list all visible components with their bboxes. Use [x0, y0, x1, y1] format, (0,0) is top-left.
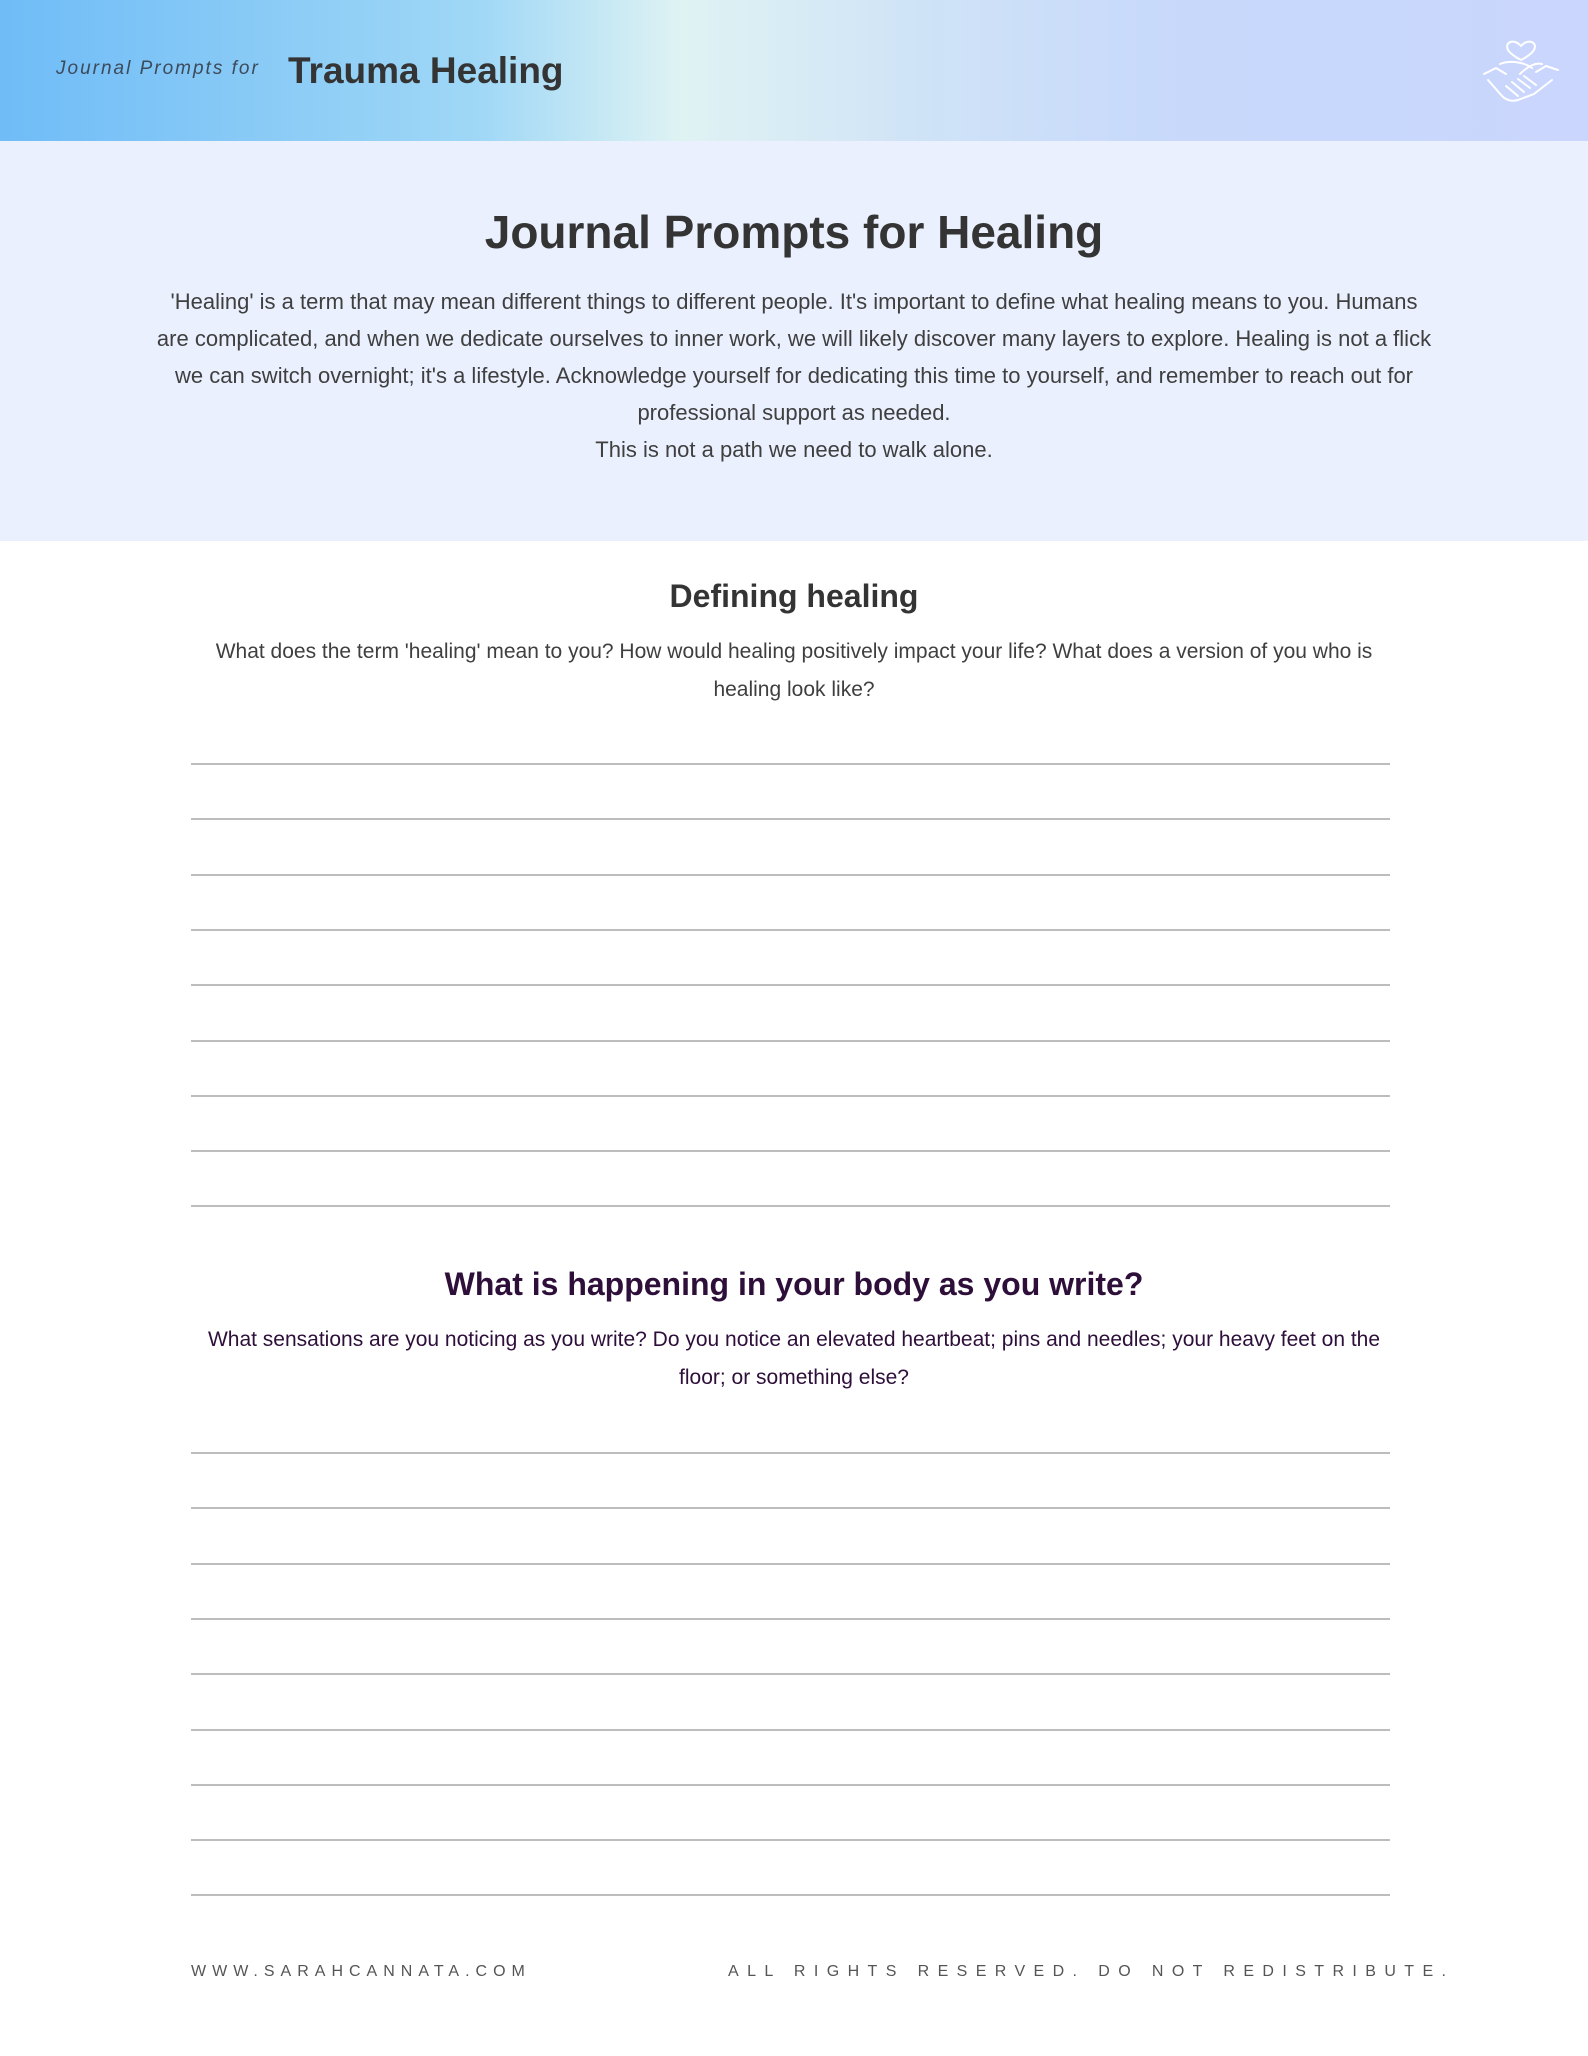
footer-rights: ALL RIGHTS RESERVED. DO NOT REDISTRIBUTE. — [728, 1963, 1455, 1980]
writing-line[interactable] — [191, 1729, 1390, 1731]
intro-body — [154, 283, 1434, 468]
writing-line[interactable] — [191, 1507, 1390, 1509]
writing-line[interactable] — [191, 929, 1390, 931]
writing-line[interactable] — [191, 1205, 1390, 1207]
writing-line[interactable] — [191, 984, 1390, 986]
section-description: What sensations are you noticing as you write? Do you notice an elevated heartbeat; pins and needles; your heavy feet on the floor; or something else? — [207, 1328, 1381, 1389]
writing-line[interactable] — [191, 1040, 1390, 1042]
writing-line[interactable] — [191, 1095, 1390, 1097]
writing-line[interactable] — [191, 818, 1390, 820]
page-header — [0, 0, 1588, 141]
writing-line[interactable] — [191, 874, 1390, 876]
section-description: What does the term 'healing' mean to you? How would healing positively impact your life? What does a version of you who is healing look like? — [215, 640, 1373, 701]
intro-paragraph: 'Healing' is a term that may mean different things to different people. It's important to define what healing means to you. Humans are complicated, and when we dedicate ourselves to inner work, we will likely discover many layers to explore. Healing is not a flick we can switch overnight; it's a lifestyle. Acknowledge yourself for dedicating this time to yourself, and remember to reach out for professional support as needed. — [156, 289, 1432, 425]
footer-website: WWW.SARAHCANNATA.COM — [191, 1963, 531, 1980]
writing-line[interactable] — [191, 1673, 1390, 1675]
section-title: Defining healing — [669, 578, 919, 614]
header-title: Trauma Healing — [288, 50, 564, 91]
writing-line[interactable] — [191, 763, 1390, 765]
writing-line[interactable] — [191, 1784, 1390, 1786]
intro-section — [0, 141, 1588, 541]
writing-line[interactable] — [191, 1452, 1390, 1454]
header-kicker: Journal Prompts for — [56, 58, 260, 79]
section-defining-healing — [0, 578, 1588, 709]
section-body-awareness — [0, 1266, 1588, 1397]
writing-line[interactable] — [191, 1563, 1390, 1565]
intro-title: Journal Prompts for Healing — [484, 206, 1104, 258]
heart-hands-icon — [1476, 24, 1566, 114]
writing-line[interactable] — [191, 1839, 1390, 1841]
writing-line[interactable] — [191, 1618, 1390, 1620]
writing-line[interactable] — [191, 1894, 1390, 1896]
intro-closing: This is not a path we need to walk alone. — [595, 437, 993, 462]
writing-line[interactable] — [191, 1150, 1390, 1152]
section-title: What is happening in your body as you write? — [444, 1266, 1144, 1302]
